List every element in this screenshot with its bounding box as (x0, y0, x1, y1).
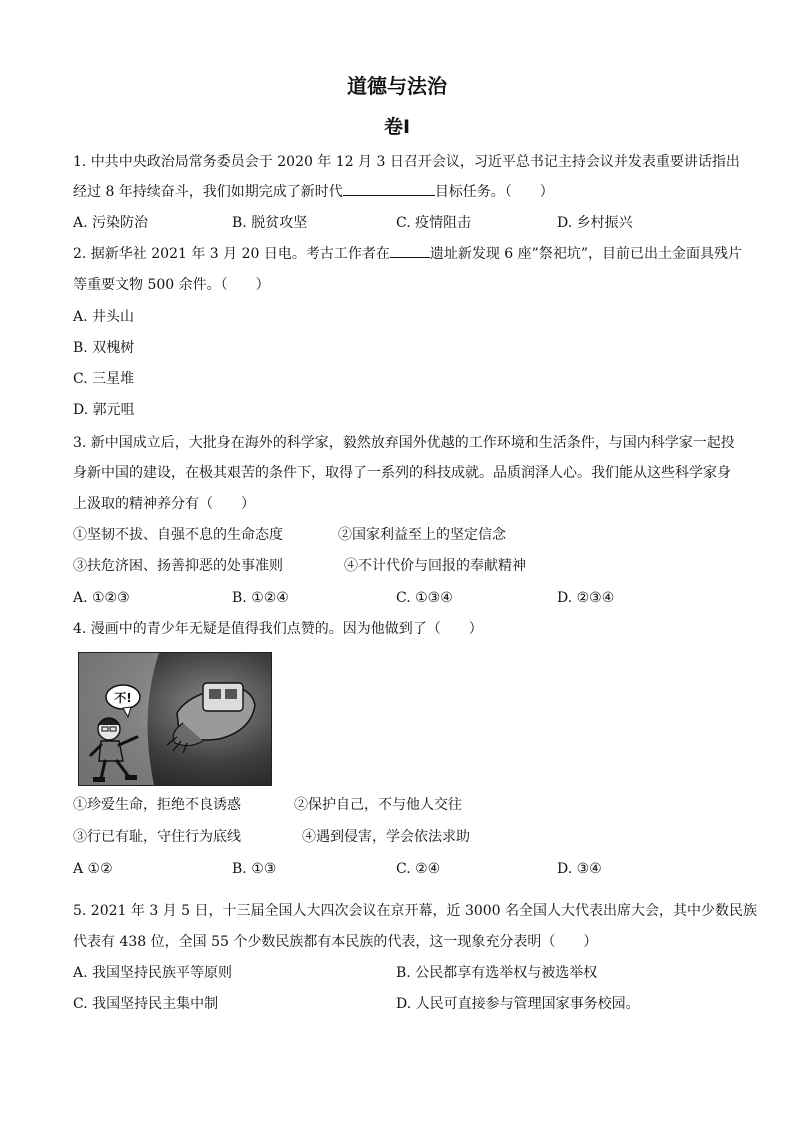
q1-option-d: D. 乡村振兴 (557, 215, 633, 231)
speech-bubble-text: 不! (114, 691, 132, 705)
q3-option-c: C. ①③④ (396, 590, 453, 606)
q4-option-c: C. ②④ (396, 861, 441, 877)
q2-option-b: B. 双槐树 (73, 340, 135, 356)
q4-stem-line-1: 4. 漫画中的青少年无疑是值得我们点赞的。因为他做到了（ ） (73, 621, 483, 637)
q2-stem-part-a: 2. 据新华社 2021 年 3 月 20 日电。考古工作者在 (73, 246, 390, 262)
q2-option-c: C. 三星堆 (73, 371, 135, 387)
q5-option-d: D. 人民可直接参与管理国家事务校园。 (396, 996, 640, 1012)
q4-cartoon-image (78, 652, 272, 786)
q5-option-a: A. 我国坚持民族平等原则 (73, 965, 233, 981)
q4-option-a: A ①② (73, 861, 113, 877)
q3-statement-2: ②国家利益至上的坚定信念 (338, 527, 506, 543)
q3-option-b: B. ①②④ (232, 590, 289, 606)
q1-answer-blank (343, 183, 435, 196)
q4-statement-2: ②保护自己，不与他人交往 (294, 797, 462, 813)
q2-option-d: D. 郭元咀 (73, 402, 135, 418)
q4-statement-4: ④遇到侵害，学会依法求助 (302, 829, 470, 845)
q3-statement-4: ④不计代价与回报的奉献精神 (344, 558, 526, 574)
q3-statement-1: ①坚韧不拔、自强不息的生命态度 (73, 527, 283, 543)
q4-option-d: D. ③④ (557, 861, 602, 877)
q2-answer-blank (390, 245, 430, 258)
q1-stem-part-b: 目标任务。（ ） (434, 184, 554, 200)
doc-subtitle: 卷I (383, 116, 411, 138)
q5-stem-line-2: 代表有 438 位，全国 55 个少数民族都有本民族的代表，这一现象充分表明（ ） (73, 934, 598, 950)
q1-option-c: C. 疫情阻击 (396, 215, 472, 231)
cartoon-drawing (79, 653, 271, 785)
q2-stem-line-1 (73, 245, 742, 263)
q3-option-a: A. ①②③ (73, 590, 130, 606)
q4-statement-1: ①珍爱生命，拒绝不良诱惑 (73, 797, 241, 813)
q1-option-a: A. 污染防治 (73, 215, 149, 231)
q3-stem-line-3: 上汲取的精神养分有（ ） (73, 496, 255, 512)
q4-option-b: B. ①③ (232, 861, 277, 877)
q5-option-b: B. 公民都享有选举权与被选举权 (396, 965, 598, 981)
q2-stem-line-2: 等重要文物 500 余件。（ ） (73, 277, 270, 293)
q3-stem-line-2: 身新中国的建设，在极其艰苦的条件下，取得了一系列的科技成就。品质润泽人心。我们能从这些科学家身 (73, 465, 731, 481)
q1-stem-part-a: 经过 8 年持续奋斗，我们如期完成了新时代 (73, 184, 343, 200)
q4-statement-3: ③行已有耻，守住行为底线 (73, 829, 241, 845)
q1-stem-line-1: 1. 中共中央政治局常务委员会于 2020 年 12 月 3 日召开会议，习近平总书记主持会议并发表重要讲话指出 (73, 154, 740, 170)
q2-option-a: A. 井头山 (73, 309, 135, 325)
q1-stem-line-2 (73, 183, 554, 201)
q3-statement-3: ③扶危济困、扬善抑恶的处事准则 (73, 558, 283, 574)
q5-option-c: C. 我国坚持民主集中制 (73, 996, 219, 1012)
q1-option-b: B. 脱贫攻坚 (232, 215, 308, 231)
q3-option-d: D. ②③④ (557, 590, 615, 606)
q2-stem-part-b: 遗址新发现 6 座”祭祀坑”，目前已出土金面具残片 (429, 246, 742, 262)
q5-stem-line-1: 5. 2021 年 3 月 5 日，十三届全国人大四次会议在京开幕，近 3000 名全国人大代表出席大会，其中少数民族 (73, 903, 758, 919)
doc-title: 道德与法治 (347, 74, 447, 98)
q3-stem-line-1: 3. 新中国成立后，大批身在海外的科学家，毅然放弃国外优越的工作环境和生活条件，与国内科学家一起投 (73, 435, 735, 451)
